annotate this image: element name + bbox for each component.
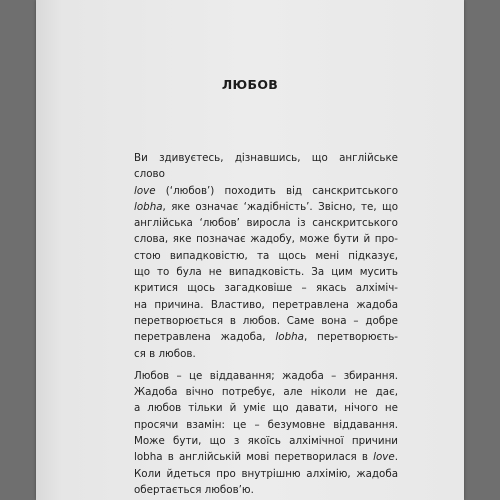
text-line [134,449,398,465]
text-segment: Жадоба вічно потребує, але ніколи не дає, [134,386,398,399]
chapter-title: ЛЮБОВ [221,77,279,92]
text-line [134,231,398,247]
text-segment: Коли йдеться про внутрішню алхімію, жадоба [134,467,398,480]
text-segment: . [394,451,398,464]
text-segment: критися щось загадковіше – якась алхіміч- [134,282,398,295]
text-line [134,150,398,183]
text-line [134,264,398,280]
text-segment: перетравлена жадоба, [134,331,276,344]
text-segment: стою випадковістю, та щось мені підказує, [134,249,398,262]
paragraph [134,368,398,498]
text-line [134,313,398,329]
text-segment: ся в любов. [134,347,196,360]
text-line [134,199,398,215]
text-segment: Може бути, що з якоїсь алхімічної причини [134,435,398,448]
text-line [134,329,398,345]
text-line [134,466,398,482]
text-line [134,368,398,384]
text-segment: , яке означає ‘жадібність’. Звісно, те, що [162,200,398,213]
text-segment: що то була не випадковість. За цим мусить [134,266,398,279]
text-line [134,346,398,362]
text-line [134,248,398,264]
text-line [134,215,398,231]
italic-word: lobha [275,331,304,344]
italic-word: lobha [134,200,163,213]
body-text [134,150,398,498]
text-segment: перетворюється в любов. Саме вона – добре [134,314,398,327]
text-line [134,433,398,449]
text-segment: обертається любов’ю. [134,483,254,496]
paragraph [134,150,398,362]
italic-word: love [373,451,395,464]
text-line [134,297,398,313]
text-segment: англійська ‘любов’ виросла із санскритського [134,217,398,230]
text-segment: на причина. Властиво, перетравлена жадоба [134,298,398,311]
text-segment: просячи взамін: це – безумовне віддавання. [134,418,398,431]
italic-word: love [134,184,156,197]
text-segment: а любов тільки й уміє що давати, нічого не [134,402,398,415]
text-segment: слова, яке позначає жадобу, може бути й про- [134,233,398,246]
text-line [134,482,398,498]
text-line [134,183,398,199]
text-segment: , перетворюєть- [303,331,398,344]
text-segment: Любов – це віддавання; жадоба – збирання. [134,369,398,382]
text-segment: (‘любов’) походить від санскритського [155,184,398,197]
text-line [134,280,398,296]
text-line [134,417,398,433]
book-page [36,0,464,500]
text-segment: Ви здивуєтесь, дізнавшись, що англійське слово [134,152,398,181]
text-line [134,384,398,400]
text-line [134,400,398,416]
text-segment: lobha в англійській мові перетворилася в [134,451,374,464]
